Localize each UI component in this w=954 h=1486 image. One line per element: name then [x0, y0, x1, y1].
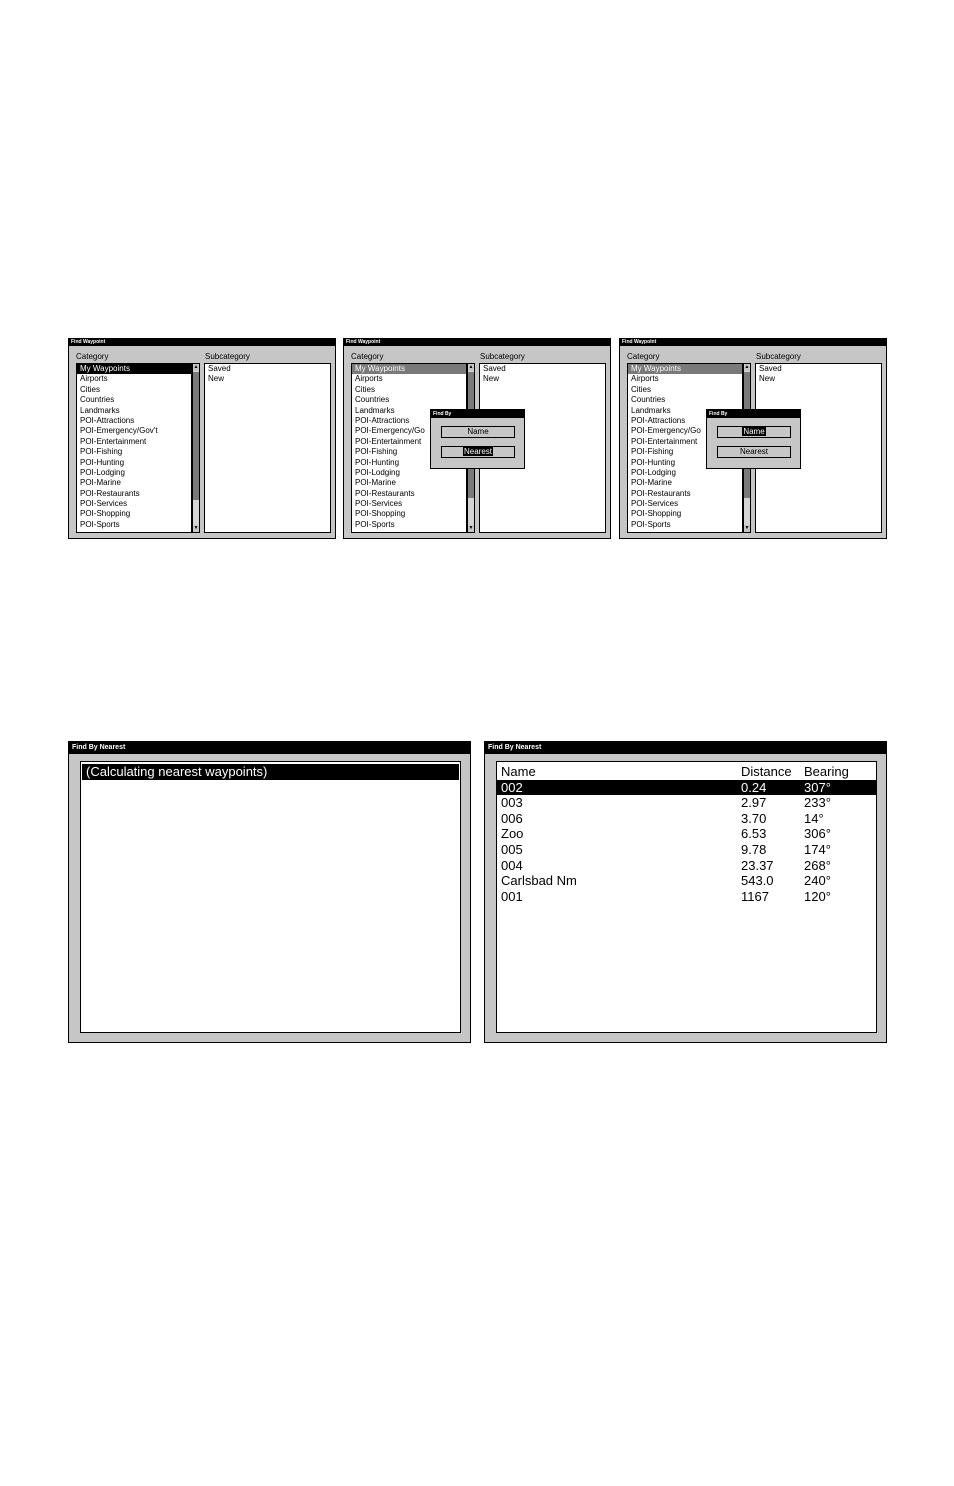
- category-item[interactable]: POI-Sports: [631, 519, 671, 529]
- find-waypoint-screen: [619, 338, 887, 539]
- find-by-nearest-calculating-screen: [68, 741, 471, 1043]
- table-row[interactable]: [497, 795, 876, 811]
- waypoint-bearing: 120°: [804, 888, 831, 904]
- subcategory-header: Subcategory: [205, 352, 250, 361]
- category-item[interactable]: POI-Services: [355, 499, 403, 509]
- waypoint-bearing: 306°: [804, 826, 831, 842]
- button-label: Name: [467, 427, 489, 436]
- find-by-name-button[interactable]: [717, 426, 791, 438]
- table-row[interactable]: [497, 873, 876, 889]
- category-item[interactable]: My Waypoints: [352, 364, 466, 374]
- waypoint-name: Zoo: [501, 826, 524, 842]
- button-label: Name: [743, 427, 765, 436]
- waypoint-distance: 1167: [741, 888, 769, 904]
- category-item[interactable]: POI-Attractions: [355, 415, 410, 425]
- waypoint-name: 006: [501, 810, 523, 826]
- waypoint-distance: 9.78: [741, 841, 767, 857]
- category-item[interactable]: POI-Sports: [355, 519, 395, 529]
- scroll-thumb[interactable]: [193, 372, 199, 500]
- window-title: Find By Nearest: [485, 742, 886, 754]
- subcategory-header: Subcategory: [480, 352, 525, 361]
- category-item[interactable]: POI-Shopping: [631, 509, 682, 519]
- category-item[interactable]: POI-Entertainment: [355, 436, 422, 446]
- calculating-message: (Calculating nearest waypoints): [82, 764, 459, 780]
- waypoint-results-table: [496, 761, 877, 1033]
- category-item[interactable]: Landmarks: [631, 405, 671, 415]
- category-item[interactable]: Cities: [631, 384, 652, 394]
- category-item[interactable]: POI-Entertainment: [80, 436, 147, 446]
- table-row[interactable]: [497, 858, 876, 874]
- category-item[interactable]: POI-Lodging: [355, 467, 400, 477]
- category-item[interactable]: POI-Sports: [80, 519, 120, 529]
- category-item[interactable]: POI-Hunting: [80, 457, 125, 467]
- category-item[interactable]: POI-Services: [631, 499, 679, 509]
- scroll-up-icon[interactable]: ▲: [744, 364, 750, 370]
- scroll-down-icon[interactable]: ▼: [193, 525, 199, 531]
- waypoint-name: 003: [501, 795, 523, 811]
- waypoint-bearing: 240°: [804, 873, 831, 889]
- waypoint-name: 004: [501, 857, 523, 873]
- category-item[interactable]: Countries: [80, 395, 115, 405]
- category-item[interactable]: POI-Marine: [631, 478, 672, 488]
- waypoint-name: 001: [501, 888, 523, 904]
- waypoint-distance: 6.53: [741, 826, 767, 842]
- find-by-nearest-button[interactable]: [717, 446, 791, 458]
- subcategory-item[interactable]: Saved: [483, 364, 506, 373]
- table-row[interactable]: [497, 842, 876, 858]
- scroll-up-icon[interactable]: ▲: [193, 364, 199, 370]
- category-item[interactable]: POI-Lodging: [631, 467, 676, 477]
- results-list: [80, 761, 461, 1033]
- category-item[interactable]: Airports: [631, 374, 659, 384]
- waypoint-distance: 3.70: [741, 810, 767, 826]
- category-item[interactable]: POI-Marine: [80, 478, 121, 488]
- category-header: Category: [351, 352, 384, 361]
- find-by-name-button[interactable]: [441, 426, 515, 438]
- subcategory-item[interactable]: Saved: [759, 364, 782, 373]
- category-item[interactable]: Airports: [355, 374, 383, 384]
- waypoint-name: 005: [501, 841, 523, 857]
- waypoint-distance: 23.37: [741, 857, 774, 873]
- category-item[interactable]: POI-Lodging: [80, 467, 125, 477]
- scroll-down-icon[interactable]: ▼: [468, 525, 474, 531]
- category-item[interactable]: POI-Shopping: [355, 509, 406, 519]
- category-item[interactable]: POI-Entertainment: [631, 436, 698, 446]
- waypoint-distance: 2.97: [741, 795, 767, 811]
- category-item[interactable]: POI-Marine: [355, 478, 396, 488]
- column-header-bearing: Bearing: [804, 764, 849, 779]
- window-title: Find Waypoint: [620, 339, 886, 346]
- waypoint-bearing: 268°: [804, 857, 831, 873]
- category-item[interactable]: Cities: [80, 384, 101, 394]
- find-waypoint-screen: [68, 338, 336, 539]
- find-by-nearest-button[interactable]: [441, 446, 515, 458]
- waypoint-bearing: 233°: [804, 795, 831, 811]
- category-item[interactable]: POI-Emergency/Go: [631, 426, 701, 436]
- subcategory-item[interactable]: New: [208, 374, 225, 384]
- window-title: Find Waypoint: [344, 339, 610, 346]
- category-item[interactable]: POI-Hunting: [355, 457, 400, 467]
- category-list[interactable]: [76, 363, 192, 533]
- dialog-title: Find By: [431, 410, 524, 418]
- category-item[interactable]: POI-Attractions: [80, 415, 135, 425]
- category-item[interactable]: Countries: [355, 395, 390, 405]
- category-header: Category: [76, 352, 109, 361]
- category-item[interactable]: POI-Restaurants: [80, 488, 140, 498]
- category-item[interactable]: POI-Emergency/Go: [355, 426, 425, 436]
- category-item[interactable]: My Waypoints: [628, 364, 742, 374]
- category-item[interactable]: POI-Restaurants: [355, 488, 415, 498]
- waypoint-bearing: 14°: [804, 810, 824, 826]
- button-label: Nearest: [739, 447, 768, 456]
- table-row[interactable]: [497, 889, 876, 905]
- subcategory-list[interactable]: [204, 363, 331, 533]
- dialog-title: Find By: [707, 410, 800, 418]
- table-row[interactable]: [497, 780, 876, 796]
- category-item[interactable]: Landmarks: [80, 405, 120, 415]
- column-header-distance: Distance: [741, 764, 792, 779]
- category-item[interactable]: Countries: [631, 395, 666, 405]
- button-label: Nearest: [463, 447, 492, 456]
- waypoint-bearing: 174°: [804, 841, 831, 857]
- category-scrollbar[interactable]: [192, 363, 200, 533]
- category-item[interactable]: POI-Fishing: [80, 447, 123, 457]
- subcategory-item[interactable]: New: [759, 374, 776, 384]
- column-header-name: Name: [501, 764, 536, 779]
- subcategory-header: Subcategory: [756, 352, 801, 361]
- waypoint-name: 002: [501, 779, 523, 795]
- category-item[interactable]: POI-Fishing: [631, 447, 674, 457]
- category-item[interactable]: POI-Emergency/Gov't: [80, 426, 158, 436]
- category-item[interactable]: My Waypoints: [77, 364, 191, 374]
- category-item[interactable]: POI-Fishing: [355, 447, 398, 457]
- category-item[interactable]: Landmarks: [355, 405, 395, 415]
- category-item[interactable]: POI-Shopping: [80, 509, 131, 519]
- subcategory-item[interactable]: Saved: [208, 364, 231, 373]
- waypoint-bearing: 307°: [804, 779, 831, 795]
- scroll-up-icon[interactable]: ▲: [468, 364, 474, 370]
- category-header: Category: [627, 352, 660, 361]
- waypoint-name: Carlsbad Nm: [501, 873, 577, 889]
- category-item[interactable]: POI-Attractions: [631, 415, 686, 425]
- window-title: Find By Nearest: [69, 742, 470, 754]
- category-item[interactable]: Cities: [355, 384, 376, 394]
- category-item[interactable]: POI-Restaurants: [631, 488, 691, 498]
- find-by-dialog: [706, 409, 801, 469]
- table-row[interactable]: [497, 811, 876, 827]
- category-item[interactable]: Airports: [80, 374, 108, 384]
- waypoint-distance: 543.0: [741, 873, 774, 889]
- find-by-dialog: [430, 409, 525, 469]
- find-waypoint-screen: [343, 338, 611, 539]
- window-title: Find Waypoint: [69, 339, 335, 346]
- category-item[interactable]: POI-Hunting: [631, 457, 676, 467]
- table-header-row: [497, 764, 876, 780]
- category-item[interactable]: POI-Services: [80, 499, 128, 509]
- waypoint-distance: 0.24: [741, 779, 767, 795]
- table-row[interactable]: [497, 826, 876, 842]
- scroll-down-icon[interactable]: ▼: [744, 525, 750, 531]
- find-by-nearest-results-screen: [484, 741, 887, 1043]
- subcategory-item[interactable]: New: [483, 374, 500, 384]
